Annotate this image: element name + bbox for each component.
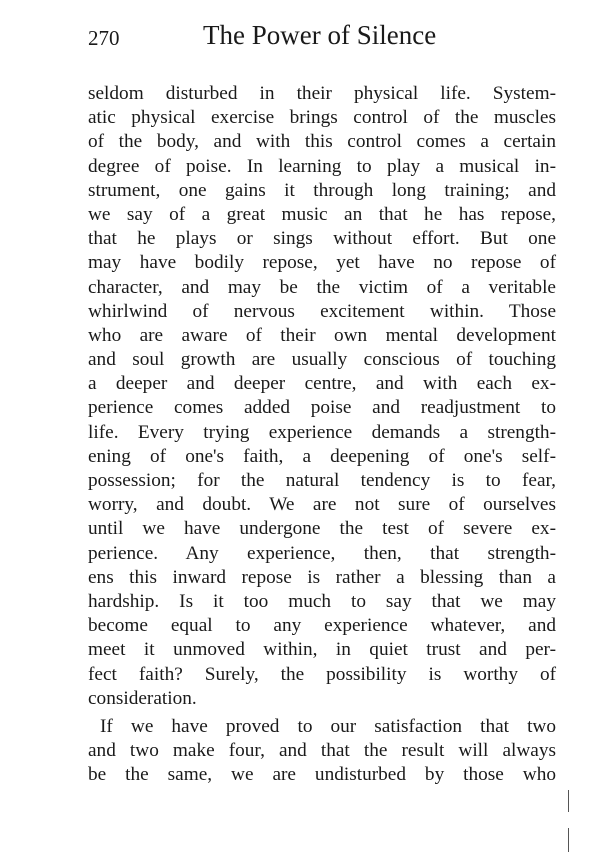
text-line: fect faith? Surely, the possibility is worthy of xyxy=(88,663,556,685)
paragraph-2 xyxy=(88,715,556,788)
text-line: ening of one's faith, a deepening of one's self- xyxy=(88,445,556,467)
text-line: perience comes added poise and readjustment to xyxy=(88,397,556,419)
text-line: may have bodily repose, yet have no repose of xyxy=(88,252,556,274)
text-line: and two make four, and that the result will always xyxy=(88,740,556,762)
scan-edge-mark xyxy=(568,828,569,852)
text-line: seldom disturbed in their physical life. System- xyxy=(88,83,556,104)
text-line: meet it unmoved within, in quiet trust and per- xyxy=(88,639,556,661)
text-line: character, and may be the victim of a veritable xyxy=(88,276,556,298)
text-line: life. Every trying experience demands a strength- xyxy=(88,421,556,443)
paragraph-1 xyxy=(88,82,556,711)
text-line: we say of a great music an that he has repose, xyxy=(88,203,556,225)
text-line: until we have undergone the test of severe ex- xyxy=(88,518,556,540)
text-line: whirlwind of nervous excitement within. Those xyxy=(88,300,556,322)
text-line: and soul growth are usually conscious of touching xyxy=(88,349,556,371)
text-line: that he plays or sings without effort. But one xyxy=(88,228,556,250)
text-line: worry, and doubt. We are not sure of ourselves xyxy=(88,494,556,516)
text-line: strument, one gains it through long training; and xyxy=(88,179,556,201)
text-line: hardship. Is it too much to say that we may xyxy=(88,590,556,612)
running-header xyxy=(88,20,558,54)
text-line: of the body, and with this control comes a certain xyxy=(88,131,556,153)
text-line: ens this inward repose is rather a blessing than a xyxy=(88,566,556,588)
text-line: who are aware of their own mental development xyxy=(88,324,556,346)
page-number: 270 xyxy=(88,26,120,50)
text-line: perience. Any experience, then, that strength- xyxy=(88,542,556,564)
scan-edge-mark xyxy=(568,790,569,812)
text-line: degree of poise. In learning to play a musical in- xyxy=(88,155,556,177)
text-line: atic physical exercise brings control of the muscles xyxy=(88,107,556,129)
text-line: consideration. xyxy=(88,687,197,709)
text-line: If we have proved to our satisfaction that two xyxy=(100,715,556,737)
page-body xyxy=(88,82,556,787)
text-line: a deeper and deeper centre, and with each ex- xyxy=(88,373,556,395)
text-line: be the same, we are undisturbed by those who xyxy=(88,764,556,786)
text-line: possession; for the natural tendency is to fear, xyxy=(88,470,556,491)
text-line: become equal to any experience whatever, and xyxy=(88,615,556,637)
running-title: The Power of Silence xyxy=(203,20,437,50)
